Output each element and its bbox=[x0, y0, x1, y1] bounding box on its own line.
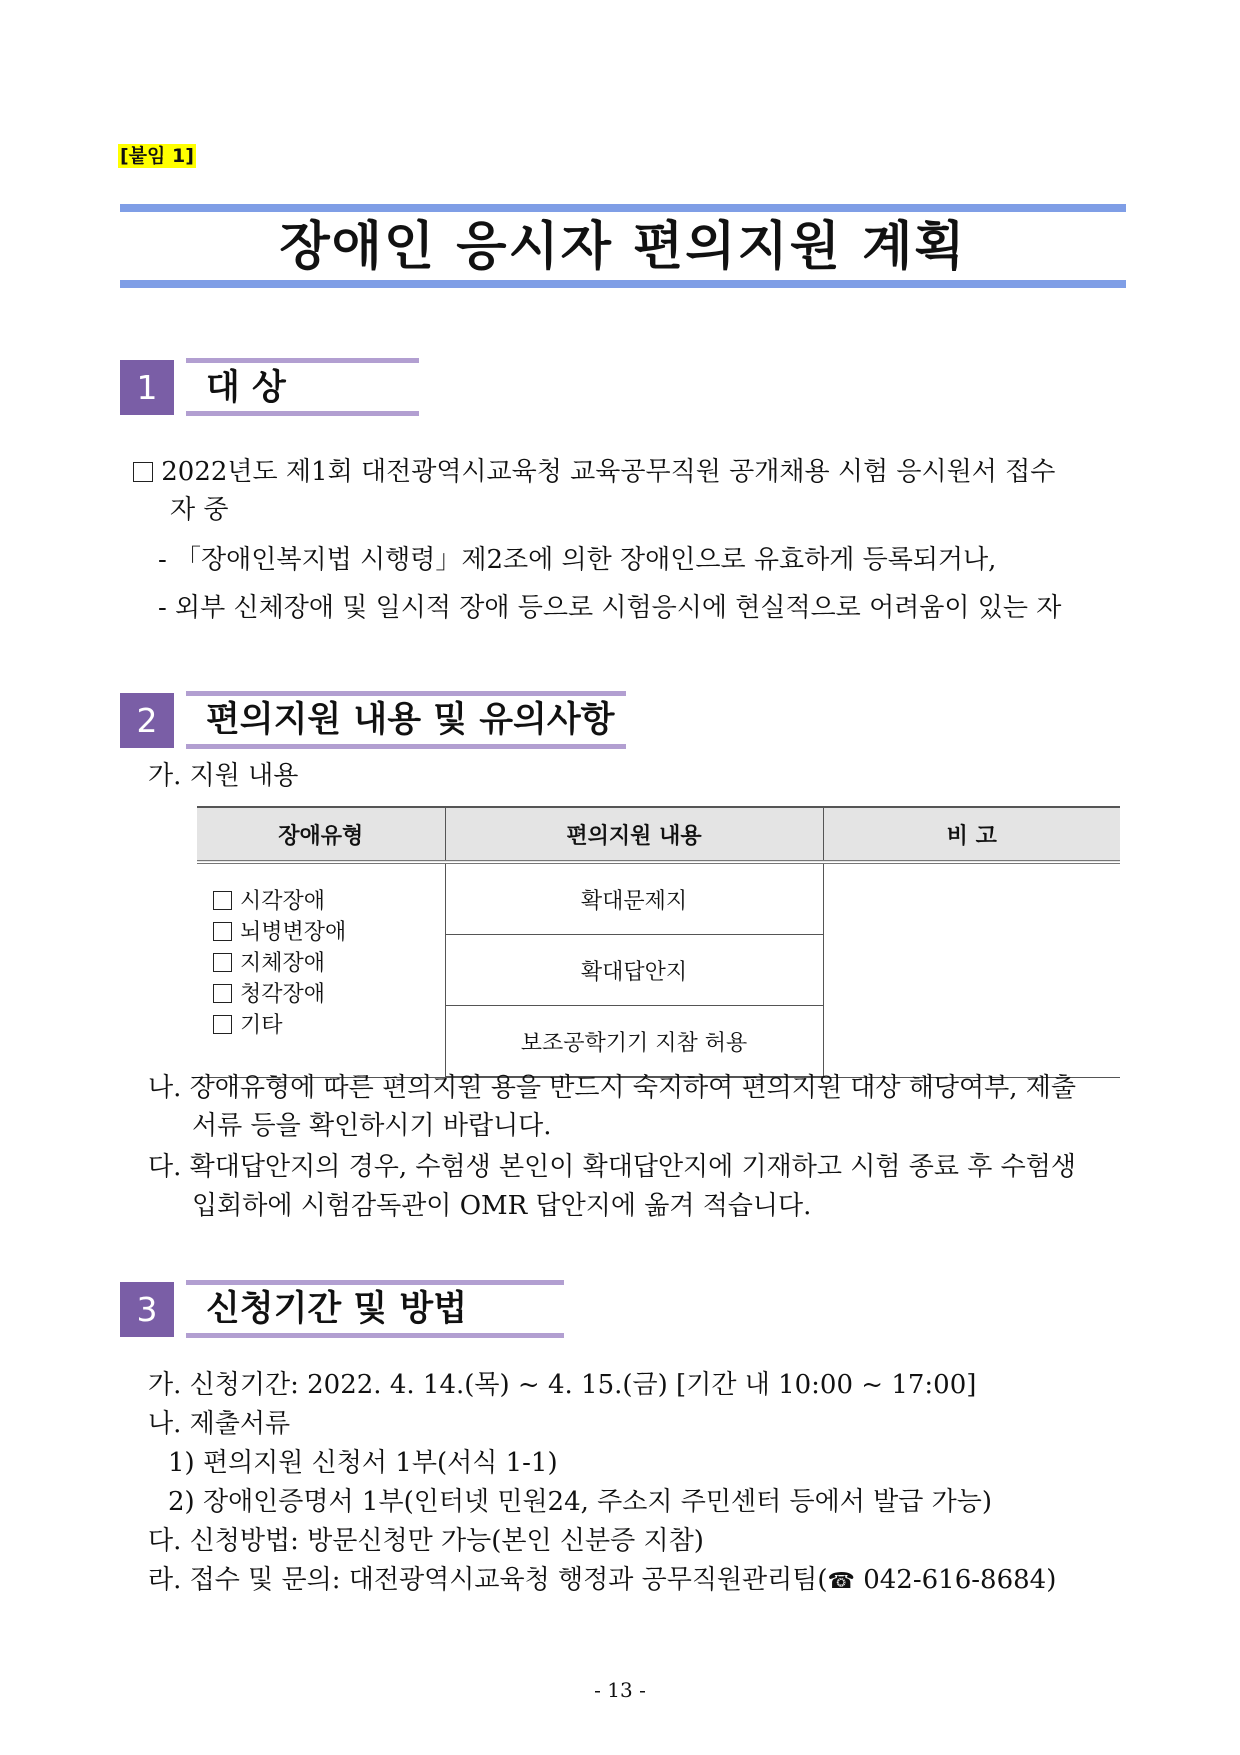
checkbox-square-icon bbox=[213, 891, 232, 910]
section-1-bottom-line bbox=[186, 411, 419, 416]
contact-phone-number: 042-616-8684) bbox=[863, 1565, 1057, 1595]
list-item bbox=[213, 979, 445, 1010]
title-top-bar bbox=[120, 204, 1126, 212]
checkbox-square-icon bbox=[213, 953, 232, 972]
header-remarks: 비 고 bbox=[823, 807, 1120, 862]
list-item bbox=[213, 948, 445, 979]
list-item bbox=[213, 917, 445, 948]
section-2-sub-a: 가. 지원 내용 bbox=[148, 761, 299, 791]
title-bottom-bar bbox=[120, 280, 1126, 288]
section-2-bottom-line bbox=[186, 744, 626, 749]
header-support-content: 편의지원 내용 bbox=[445, 807, 823, 862]
header-disability-type: 장애유형 bbox=[197, 807, 445, 862]
list-item bbox=[213, 886, 445, 917]
type-brain-lesion: 뇌병변장애 bbox=[240, 920, 347, 945]
document-title: 장애인 응시자 편의지원 계획 bbox=[279, 217, 967, 277]
support-table bbox=[197, 806, 1120, 1078]
support-content-cell: 확대문제지 bbox=[445, 862, 823, 935]
section-3-line-doc-1: 1) 편의지원 신청서 1부(서식 1-1) bbox=[168, 1448, 558, 1478]
contact-label: 라. 접수 및 문의: 대전광역시교육청 행정과 공무직원관리팀( bbox=[148, 1565, 828, 1595]
section-3-top-line bbox=[186, 1280, 564, 1285]
type-other: 기타 bbox=[240, 1013, 283, 1038]
telephone-icon: ☎ bbox=[827, 1569, 855, 1594]
table-header-row bbox=[197, 807, 1120, 862]
support-content-cell: 보조공학기기 지참 허용 bbox=[445, 1006, 823, 1078]
section-3-line-method: 다. 신청방법: 방문신청만 가능(본인 신분증 지참) bbox=[148, 1526, 704, 1556]
section-2-note-c-line-1: 다. 확대답안지의 경우, 수험생 본인이 확대답안지에 기재하고 시험 종료 후 수험생 bbox=[148, 1152, 1077, 1182]
section-3-heading: 신청기간 및 방법 bbox=[206, 1289, 468, 1329]
support-content-cell: 확대답안지 bbox=[445, 935, 823, 1006]
type-physical: 지체장애 bbox=[240, 951, 326, 976]
remarks-cell bbox=[823, 862, 1120, 1077]
type-hearing: 청각장애 bbox=[240, 982, 326, 1007]
section-2-note-b-line-1: 나. 장애유형에 따른 편의지원 용을 반드시 숙지하여 편의지원 대상 해당여부, 제출 bbox=[148, 1073, 1077, 1103]
section-1-number: 1 bbox=[120, 360, 174, 415]
section-1-line-3: - 「장애인복지법 시행령」제2조에 의한 장애인으로 유효하게 등록되거나, bbox=[158, 545, 997, 575]
table-row bbox=[197, 862, 1120, 935]
checkbox-square-icon bbox=[133, 462, 153, 482]
section-1-line-2: 자 중 bbox=[170, 495, 229, 525]
attachment-label: [붙임 1] bbox=[120, 145, 194, 167]
disability-type-list bbox=[197, 862, 445, 1077]
section-2-note-c-line-2: 입회하에 시험감독관이 OMR 답안지에 옮겨 적습니다. bbox=[192, 1191, 812, 1221]
section-2-top-line bbox=[186, 691, 626, 696]
checkbox-square-icon bbox=[213, 922, 232, 941]
type-visual: 시각장애 bbox=[240, 889, 326, 914]
checkbox-square-icon bbox=[213, 984, 232, 1003]
section-1-item bbox=[133, 454, 1055, 490]
section-3-bottom-line bbox=[186, 1333, 564, 1338]
section-1-line-1: 2022년도 제1회 대전광역시교육청 교육공무직원 공개채용 시험 응시원서 접수 bbox=[161, 457, 1056, 487]
section-2-note-b-line-2: 서류 등을 확인하시기 바랍니다. bbox=[192, 1111, 552, 1141]
section-2-number: 2 bbox=[120, 693, 174, 748]
list-item bbox=[213, 1010, 445, 1041]
section-1-heading: 대 상 bbox=[206, 368, 286, 408]
section-1-line-4: - 외부 신체장애 및 일시적 장애 등으로 시험응시에 현실적으로 어려움이 있는 자 bbox=[158, 593, 1062, 623]
section-2-heading: 편의지원 내용 및 유의사항 bbox=[206, 700, 615, 740]
page-number: - 13 - bbox=[594, 1678, 646, 1702]
checkbox-square-icon bbox=[213, 1015, 232, 1034]
section-3-line-doc-2: 2) 장애인증명서 1부(인터넷 민원24, 주소지 주민센터 등에서 발급 가능) bbox=[168, 1487, 992, 1517]
section-3-number: 3 bbox=[120, 1282, 174, 1337]
section-3-line-period: 가. 신청기간: 2022. 4. 14.(목) ~ 4. 15.(금) [기간 내 10:00 ~ 17:00] bbox=[148, 1370, 977, 1400]
section-3-line-documents: 나. 제출서류 bbox=[148, 1409, 291, 1439]
section-1-top-line bbox=[186, 358, 419, 363]
section-3-line-contact bbox=[148, 1562, 1056, 1600]
